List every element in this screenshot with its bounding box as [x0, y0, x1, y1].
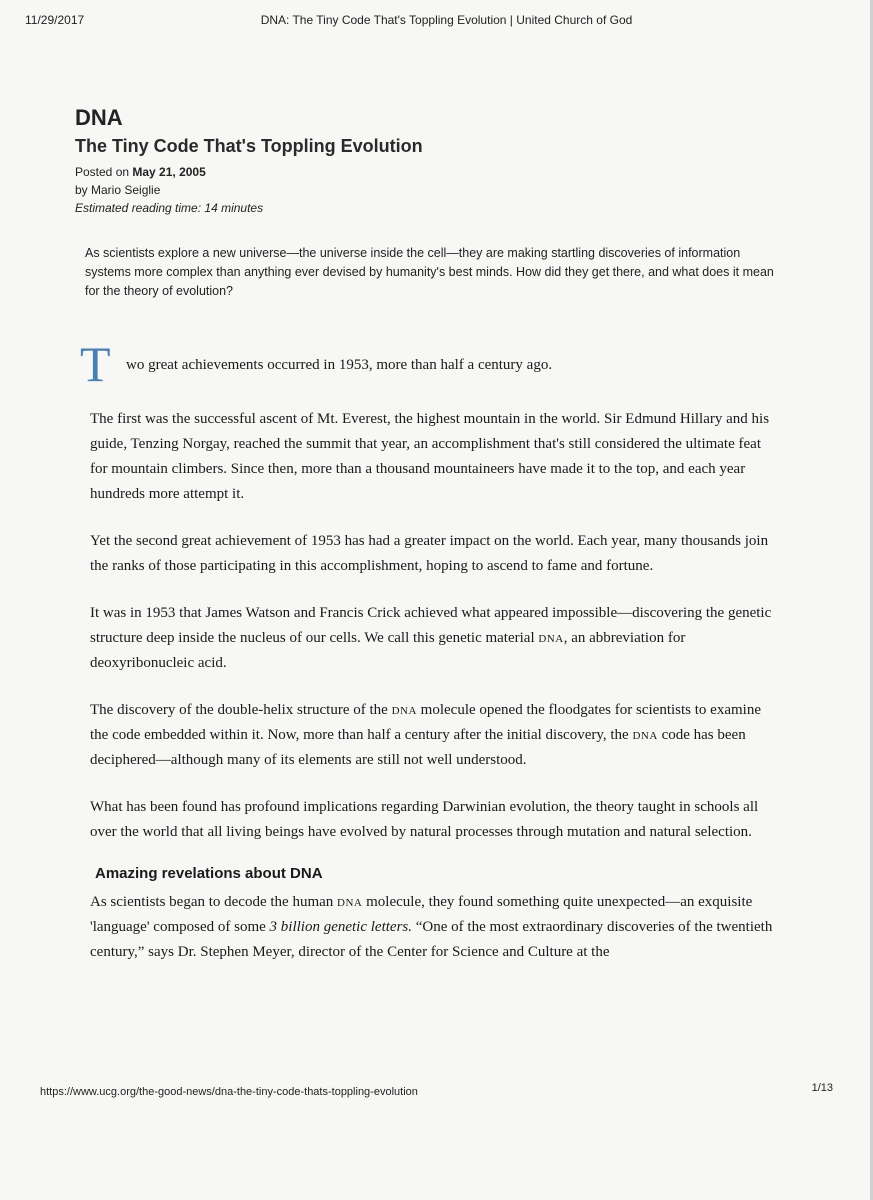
byline: by Mario Seiglie [75, 183, 161, 197]
article-subtitle: The Tiny Code That's Toppling Evolution [75, 136, 423, 156]
paragraph-4 [90, 601, 780, 676]
paragraph-3: Yet the second great achievement of 1953 has had a greater impact on the world. Each year, many thousands join the ranks of those participating in this accomplishment, hoping to ascend to fame and fortune. [90, 533, 769, 574]
paragraph-7-text-a: As scientists began to decode the human [90, 894, 338, 910]
article-intro: As scientists explore a new universe—the universe inside the cell—they are making startling discoveries of information systems more complex than anything ever devised by humanity's best minds. How did they get there, and what does it mean for the theory of evolution? [85, 246, 774, 298]
paragraph-4-text-b: , an abbreviation for deoxyribonucleic acid. [90, 630, 686, 671]
paragraph-7-text-b: molecule, they found something quite unexpected—an exquisite 'language' composed of some [90, 894, 753, 935]
article-header [75, 105, 423, 217]
posted-prefix: Posted on [75, 165, 133, 179]
paragraph-7-text-c: “One of the most extraordinary discoveries of the twentieth century,” says Dr. Stephen Meyer, director of the Center for Science and Culture at the [90, 919, 773, 960]
paragraph-5-text-c: code has been deciphered—although many of its elements are still not well understood. [90, 727, 746, 768]
paragraph-4-text-a: It was in 1953 that James Watson and Francis Crick achieved what appeared impossible—discovering the genetic structure deep inside the nucleus of our cells. We call this genetic material [90, 605, 772, 646]
article-body [80, 336, 780, 987]
reading-time: Estimated reading time: 14 minutes [75, 201, 264, 215]
paragraph-2: The first was the successful ascent of Mt. Everest, the highest mountain in the world. Sir Edmund Hillary and his guide, Tenzing Norgay, reached the summit that year, an accomplishment that's still considered the ultimate feat for mountain climbers. Since then, more than a thousand mountaineers have made it to the top, and each year hundreds more attempt it. [90, 411, 770, 502]
posted-line [75, 163, 423, 181]
print-page-title: DNA: The Tiny Code That's Toppling Evolution | United Church of God [260, 13, 633, 27]
article-title: DNA [75, 105, 123, 130]
paragraph-6: What has been found has profound implications regarding Darwinian evolution, the theory taught in schools all over the world that all living beings have evolved by natural processes through mutation and natural selection. [90, 799, 759, 840]
drop-cap: T [80, 336, 111, 392]
posted-date: May 21, 2005 [132, 165, 206, 179]
paragraph-5-text-a: The discovery of the double-helix structure of the [90, 702, 392, 718]
paragraph-1-text: wo great achievements occurred in 1953, more than half a century ago. [126, 357, 553, 373]
print-date: 11/29/2017 [25, 13, 85, 27]
paragraph-7-emphasis: 3 billion genetic letters. [269, 919, 413, 935]
dna-abbrev: dna [632, 727, 658, 743]
dna-abbrev: dna [538, 630, 564, 646]
paragraph-7 [90, 890, 780, 965]
dna-abbrev: dna [337, 894, 363, 910]
paragraph-5-text-b: molecule opened the floodgates for scientists to examine the code embedded within it. Now, more than half a century after the initial discovery, the [90, 702, 761, 743]
print-footer-url: https://www.ucg.org/the-good-news/dna-the-tiny-code-thats-toppling-evolution [40, 1086, 418, 1098]
print-page-number: 1/13 [811, 1082, 833, 1094]
dna-abbrev: dna [391, 702, 417, 718]
section-heading: Amazing revelations about DNA [95, 865, 323, 882]
paragraph-1 [80, 336, 780, 392]
paragraph-5 [90, 698, 780, 773]
